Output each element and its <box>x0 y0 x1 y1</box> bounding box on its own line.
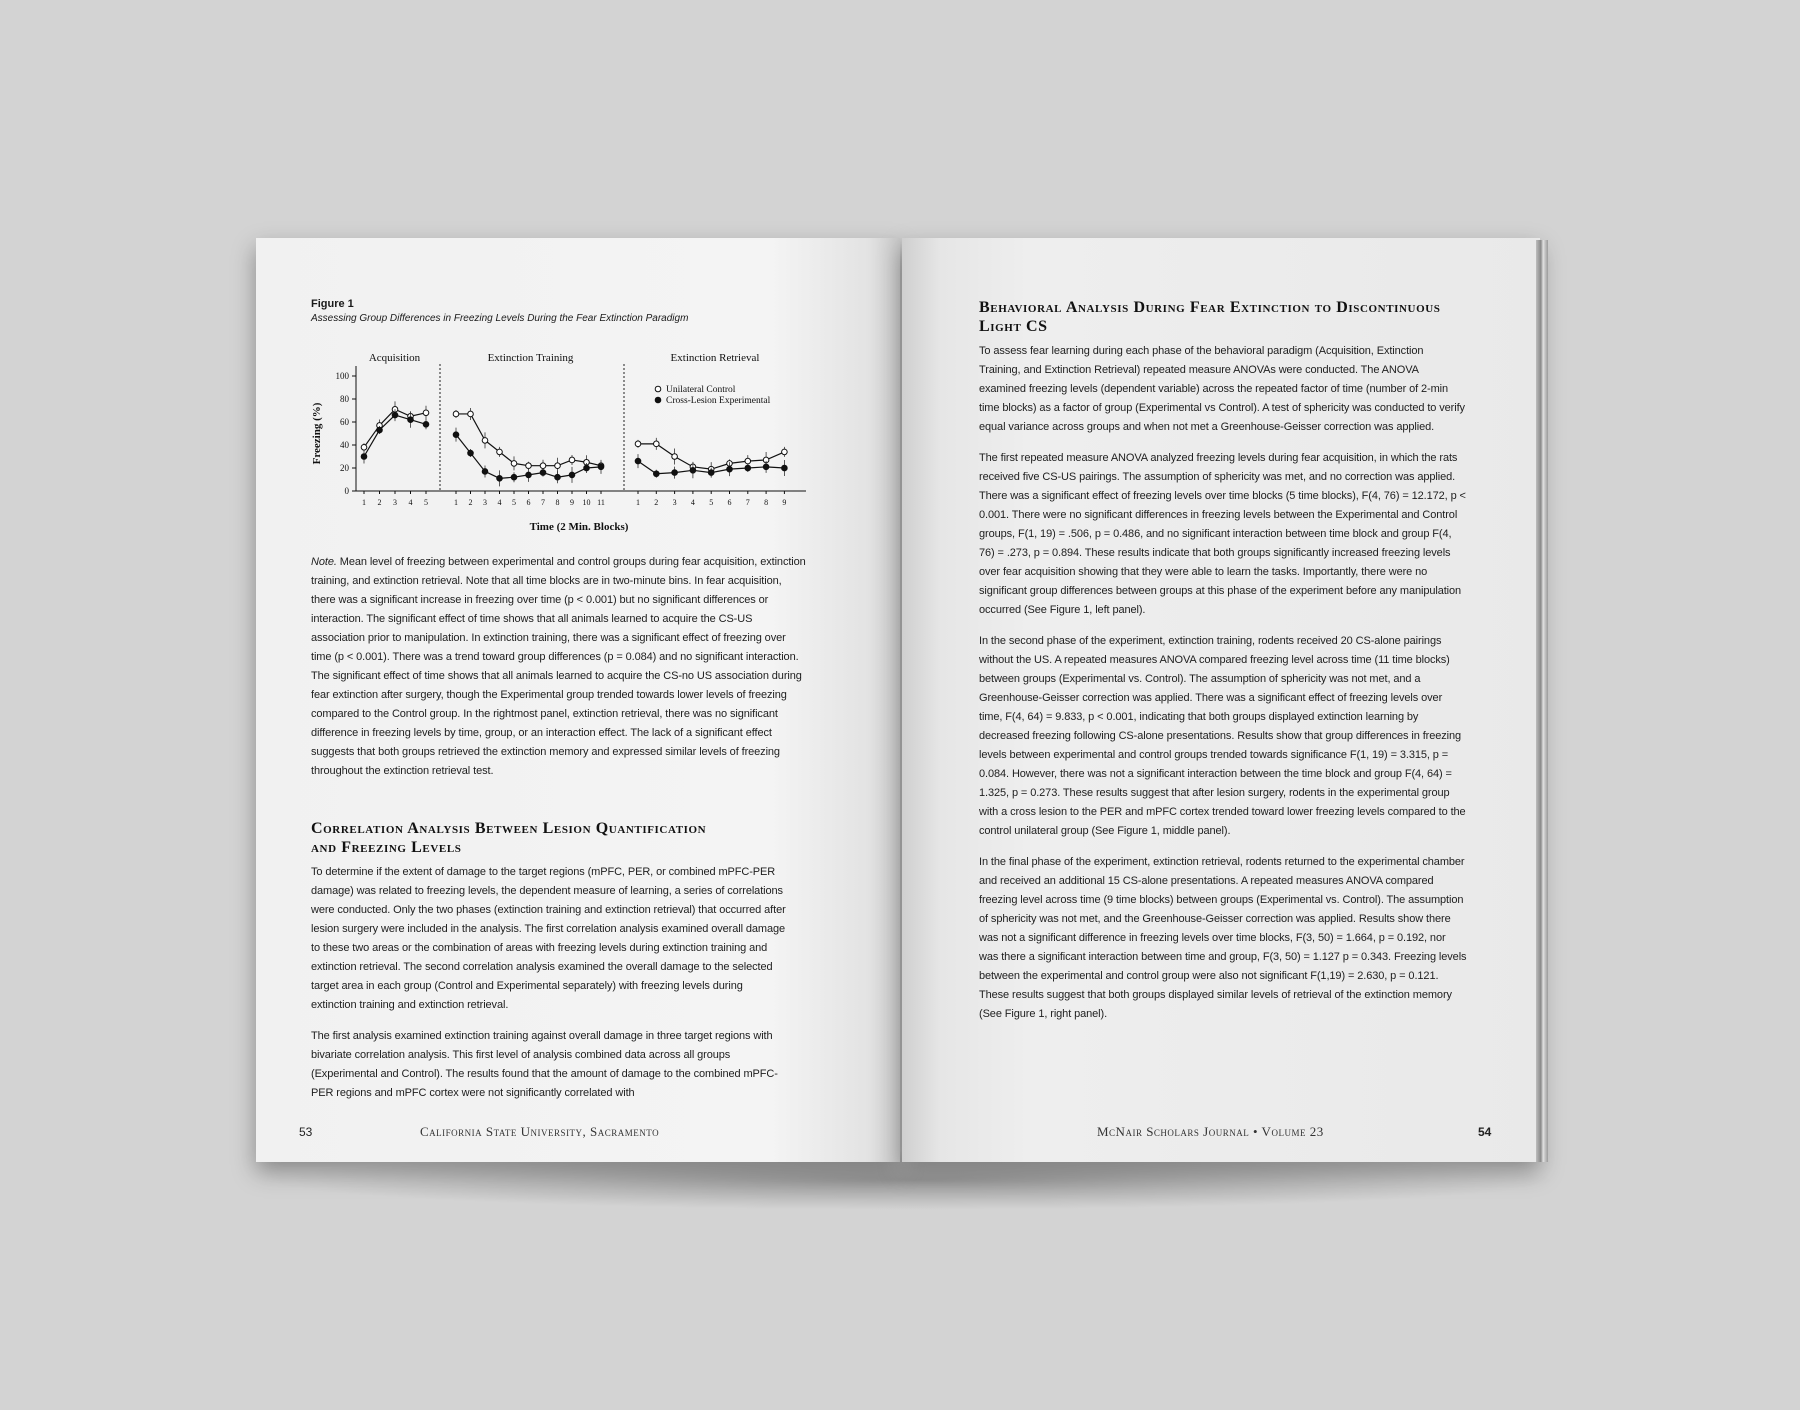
data-point-experimental <box>598 464 604 470</box>
note-label: Note. <box>311 556 337 568</box>
series-line-experimental <box>364 415 426 456</box>
figure-label: Figure 1 <box>311 298 354 310</box>
x-tick-label: 4 <box>690 498 695 507</box>
x-tick-label: 2 <box>377 498 382 507</box>
footer-left: California State University, Sacramento <box>420 1124 660 1139</box>
data-point-experimental <box>708 470 714 476</box>
x-tick-label: 9 <box>782 498 787 507</box>
data-point-experimental <box>526 472 532 478</box>
data-point-control <box>569 457 575 463</box>
x-axis-label: Time (2 Min. Blocks) <box>529 521 629 533</box>
left-paragraph: To determine if the extent of damage to the target regions (mPFC, PER, or combined mPFC-PER damage) was related to freezing levels, the dependent measure of learning, a series of correlations were conducted. Only the two phases (extinction training and extinction retrieval) that occurred after lesion surgery were included in the analysis. The first correlation analysis examined overall damage to these two areas or the combination of areas with freezing levels during extinction training and extinction retrieval. The second correlation analysis examined the overall damage to the selected target area in each group (Control and Experimental separately) with freezing levels during extinction training and extinction retrieval. <box>311 866 786 1011</box>
data-point-experimental <box>361 454 367 460</box>
note-text: Mean level of freezing between experimental and control groups during fear acquisition, extinction training, and extinction retrieval. Note that all time blocks are in two-minute bins. In fear acquisition, there was a significant increase in freezing over time (p < 0.001) but no significant differences or interaction. The significant effect of time shows that all animals learned to acquire the CS-US association prior to manipulation. In extinction training, there was a significant effect of freezing over time (p < 0.001). There was a trend toward group differences (p = 0.084) and no significant interaction. The significant effect of time shows that all animals learned to acquire the CS-no US association during fear extinction after surgery, though the Experimental group trended towards lower levels of freezing compared to the Control group. In the rightmost panel, extinction retrieval, there was no significant difference in freezing levels by time, group, or an interaction effect. The lack of a significant effect suggests that both groups retrieved the extinction memory and expressed similar levels of freezing throughout the extinction retrieval test. <box>311 556 806 777</box>
data-point-control <box>782 449 788 455</box>
footer-right: McNair Scholars Journal • Volume 23 <box>1097 1124 1324 1139</box>
panel-title: Extinction Training <box>487 352 574 364</box>
x-tick-label: 5 <box>512 498 516 507</box>
data-point-experimental <box>482 469 488 475</box>
legend-label: Cross-Lesion Experimental <box>666 396 771 406</box>
data-point-experimental <box>763 464 769 470</box>
data-point-control <box>540 463 546 469</box>
freezing-chart <box>306 340 816 540</box>
page-stack-edge <box>1536 240 1548 1162</box>
data-point-control <box>361 445 367 451</box>
data-point-experimental <box>408 417 414 423</box>
legend-marker <box>655 397 661 403</box>
data-point-control <box>482 438 488 444</box>
right-paragraph: The first repeated measure ANOVA analyzed freezing levels during fear acquisition, in which the rats received five CS-US pairings. The assumption of sphericity was met, and no correction was applied. There was a significant effect of freezing levels over time blocks (5 time blocks), F(4, 76) = 12.172, p < 0.001. There were no significant differences in freezing levels between the Experimental and Control groups, F(1, 19) = .506, p = 0.486, and no significant interaction between time block and group F(4, 76) = .273, p = 0.894. These results indicate that both groups significantly increased freezing levels over fear acquisition showing that they were able to learn the tasks. Importantly, there were no significant group differences between groups at this phase of the experiment before any manipulation occurred (See Figure 1, left panel). <box>979 452 1466 616</box>
page-number-right: 54 <box>1478 1125 1492 1139</box>
data-point-experimental <box>468 450 474 456</box>
y-tick-label: 100 <box>335 371 349 381</box>
right-paragraph: In the second phase of the experiment, extinction training, rodents received 20 CS-alone pairings without the US. A repeated measures ANOVA compared freezing level across time (11 time blocks) between groups (Experimental vs. Control). The assumption of sphericity was not met, and a Greenhouse-Geisser correction was applied. There was a significant effect of freezing levels over time, F(4, 64) = 9.833, p < 0.001, indicating that both groups displayed extinction learning by decreased freezing following CS-alone presentations. Results show that group differences in freezing levels between experimental and control groups trended towards significance F(1, 19) = 3.315, p = 0.084. However, there was not a significant interaction between the time block and group F(4, 64) = 1.325, p = 0.273. These results suggest that after lesion surgery, rodents in the experimental group with a cross lesion to the PER and mPFC cortex trended toward lower freezing levels compared to the control unilateral group (See Figure 1, middle panel). <box>979 635 1466 837</box>
x-tick-label: 10 <box>582 498 591 507</box>
data-point-experimental <box>672 470 678 476</box>
right-paragraph: In the final phase of the experiment, extinction retrieval, rodents returned to the experimental chamber and received an additional 15 CS-alone presentations. A repeated measures ANOVA compared freezing level across time (9 time blocks) between groups (Experimental vs. Control). The assumption of sphericity was not met, and the Greenhouse-Geisser correction was applied. Results show there was not a significant difference in freezing levels over time blocks, F(3, 50) = 1.664, p = 0.192, nor was there a significant interaction between time and group, F(3, 50) = 1.127 p = 0.343. Freezing levels between the experimental and control group were also not significant F(1,19) = 2.630, p = 0.121. These results suggest that both groups displayed similar levels of retrieval of the extinction memory (See Figure 1, right panel). <box>979 856 1467 1020</box>
data-point-experimental <box>584 465 590 471</box>
x-tick-label: 1 <box>636 498 640 507</box>
x-tick-label: 5 <box>424 498 428 507</box>
data-point-control <box>468 411 474 417</box>
x-tick-label: 9 <box>570 498 574 507</box>
x-tick-label: 7 <box>745 498 750 507</box>
panel-title: Extinction Retrieval <box>670 352 760 364</box>
data-point-experimental <box>690 468 696 474</box>
legend-marker <box>655 386 661 392</box>
x-tick-label: 1 <box>454 498 458 507</box>
data-point-experimental <box>654 471 660 477</box>
y-axis-label: Freezing (%) <box>311 402 323 465</box>
data-point-experimental <box>727 466 733 472</box>
x-tick-label: 1 <box>362 498 366 507</box>
data-point-experimental <box>423 422 429 428</box>
y-tick-label: 0 <box>344 486 349 496</box>
data-point-experimental <box>540 470 546 476</box>
x-tick-label: 5 <box>709 498 714 507</box>
data-point-control <box>635 441 641 447</box>
left-section-heading: Correlation Analysis Between Lesion Quantification and Freezing Levels <box>311 820 707 856</box>
data-point-experimental <box>782 465 788 471</box>
x-tick-label: 4 <box>408 498 413 507</box>
data-point-control <box>555 463 561 469</box>
x-tick-label: 3 <box>393 498 397 507</box>
data-point-experimental <box>635 458 641 464</box>
data-point-experimental <box>569 472 575 478</box>
x-tick-label: 6 <box>727 498 732 507</box>
right-section-heading: Behavioral Analysis During Fear Extinction to Discontinuous Light CS <box>979 299 1441 335</box>
x-tick-label: 4 <box>497 498 502 507</box>
data-point-experimental <box>497 476 503 482</box>
data-point-experimental <box>555 474 561 480</box>
y-tick-label: 80 <box>340 394 349 404</box>
y-tick-label: 60 <box>340 417 349 427</box>
data-point-control <box>423 410 429 416</box>
x-tick-label: 3 <box>672 498 677 507</box>
y-tick-label: 40 <box>340 440 349 450</box>
x-tick-label: 11 <box>597 498 605 507</box>
x-tick-label: 8 <box>555 498 560 507</box>
x-tick-label: 6 <box>526 498 531 507</box>
left-paragraph: The first analysis examined extinction training against overall damage in three target regions with bivariate correlation analysis. This first level of analysis combined data across all groups (Experimental and Control). The results found that the amount of damage to the combined mPFC-PER regions and mPFC cortex were not significantly correlated with <box>311 1030 778 1099</box>
data-point-experimental <box>453 432 459 438</box>
data-point-experimental <box>511 474 517 480</box>
legend-label: Unilateral Control <box>666 385 736 395</box>
figure-title: Assessing Group Differences in Freezing Levels During the Fear Extinction Paradigm <box>311 313 689 324</box>
y-tick-label: 20 <box>340 463 349 473</box>
x-tick-label: 2 <box>468 498 473 507</box>
data-point-control <box>745 458 751 464</box>
right-body <box>979 342 1467 1036</box>
data-point-control <box>526 463 532 469</box>
data-point-experimental <box>745 465 751 471</box>
data-point-experimental <box>392 412 398 418</box>
data-point-control <box>654 441 660 447</box>
data-point-control <box>453 411 459 417</box>
x-tick-label: 8 <box>764 498 769 507</box>
panel-title: Acquisition <box>368 352 421 364</box>
data-point-control <box>511 461 517 467</box>
left-body <box>311 863 791 1115</box>
series-line-control <box>456 414 601 466</box>
x-tick-label: 3 <box>483 498 487 507</box>
right-paragraph: To assess fear learning during each phase of the behavioral paradigm (Acquisition, Extinction Training, and Extinction Retrieval) repeated measure ANOVAs were conducted. The ANOVA examined freezing levels (dependent variable) across the repeated factor of time (number of 2-min time blocks) as a factor of group (Experimental vs Control). A test of sphericity was conducted to verify equal variance across groups and when not met a Greenhouse-Geisser correction was applied. <box>979 345 1465 433</box>
data-point-control <box>672 454 678 460</box>
x-tick-label: 7 <box>541 498 545 507</box>
data-point-experimental <box>377 427 383 433</box>
figure-note <box>311 553 809 781</box>
page-number-left: 53 <box>299 1125 313 1139</box>
x-tick-label: 2 <box>654 498 659 507</box>
data-point-control <box>497 449 503 455</box>
